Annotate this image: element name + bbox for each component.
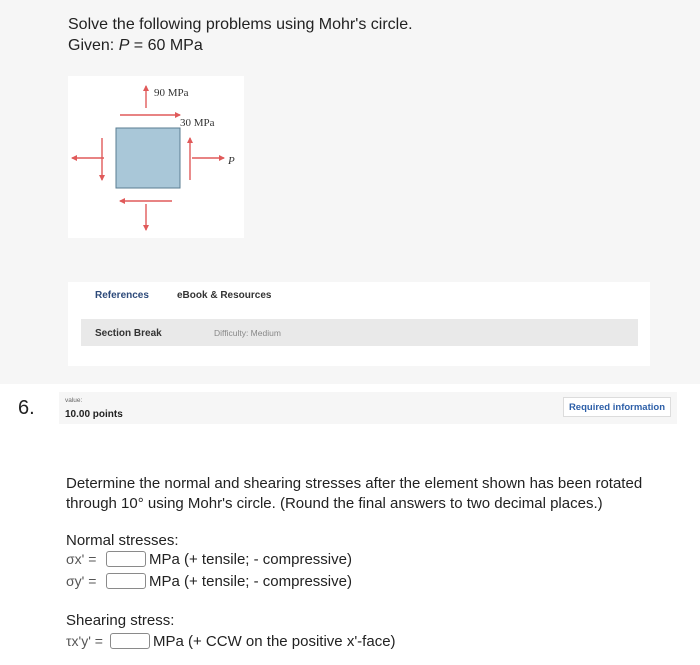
tau-xy-input[interactable] (110, 633, 150, 649)
points-value: 10.00 points (65, 409, 123, 420)
tab-references[interactable]: References (95, 290, 149, 301)
difficulty-label: Difficulty: Medium (214, 328, 281, 338)
intro-line-2 (68, 35, 413, 56)
tau-xy-unit: MPa (+ CCW on the positive x'-face) (153, 632, 396, 650)
section-break-label: Section Break (95, 328, 162, 339)
label-p: P (228, 155, 235, 167)
sigma-y-input[interactable] (106, 573, 146, 589)
section-break-bar (81, 319, 638, 346)
given-prefix: Given: (68, 37, 119, 54)
question-text: Determine the normal and shearing stresses after the element shown has been rotated through 10° using Mohr's circle. (Round the final answers to two decimal places.) (66, 475, 643, 512)
required-information-button[interactable]: Required information (563, 397, 671, 417)
tab-ebook-resources[interactable]: eBook & Resources (177, 290, 272, 301)
sigma-x-row (66, 550, 352, 570)
resource-tabs (68, 282, 650, 366)
stress-element-square (116, 128, 180, 188)
question-number: 6. (18, 397, 35, 419)
sigma-x-label: σx' = (66, 551, 97, 568)
sigma-x-input[interactable] (106, 551, 146, 567)
tau-xy-label: τx'y' = (66, 633, 103, 650)
given-variable: P (118, 37, 130, 54)
stress-element-figure (68, 76, 244, 238)
normal-stresses-heading: Normal stresses: (66, 532, 179, 549)
label-30-mpa: 30 MPa (180, 117, 215, 129)
value-label: value: (65, 397, 83, 404)
tau-xy-row (66, 632, 396, 652)
question-header (59, 392, 677, 424)
sigma-y-row (66, 572, 352, 592)
sigma-x-unit: MPa (+ tensile; - compressive) (149, 550, 352, 568)
intro-line-1: Solve the following problems using Mohr's circle. (68, 16, 413, 33)
stress-element-diagram (68, 76, 244, 238)
shearing-stress-heading: Shearing stress: (66, 612, 175, 629)
given-value: = 60 MPa (129, 37, 203, 54)
problem-intro (68, 14, 413, 56)
label-90-mpa: 90 MPa (154, 87, 189, 99)
sigma-y-unit: MPa (+ tensile; - compressive) (149, 572, 352, 590)
sigma-y-label: σy' = (66, 573, 97, 590)
